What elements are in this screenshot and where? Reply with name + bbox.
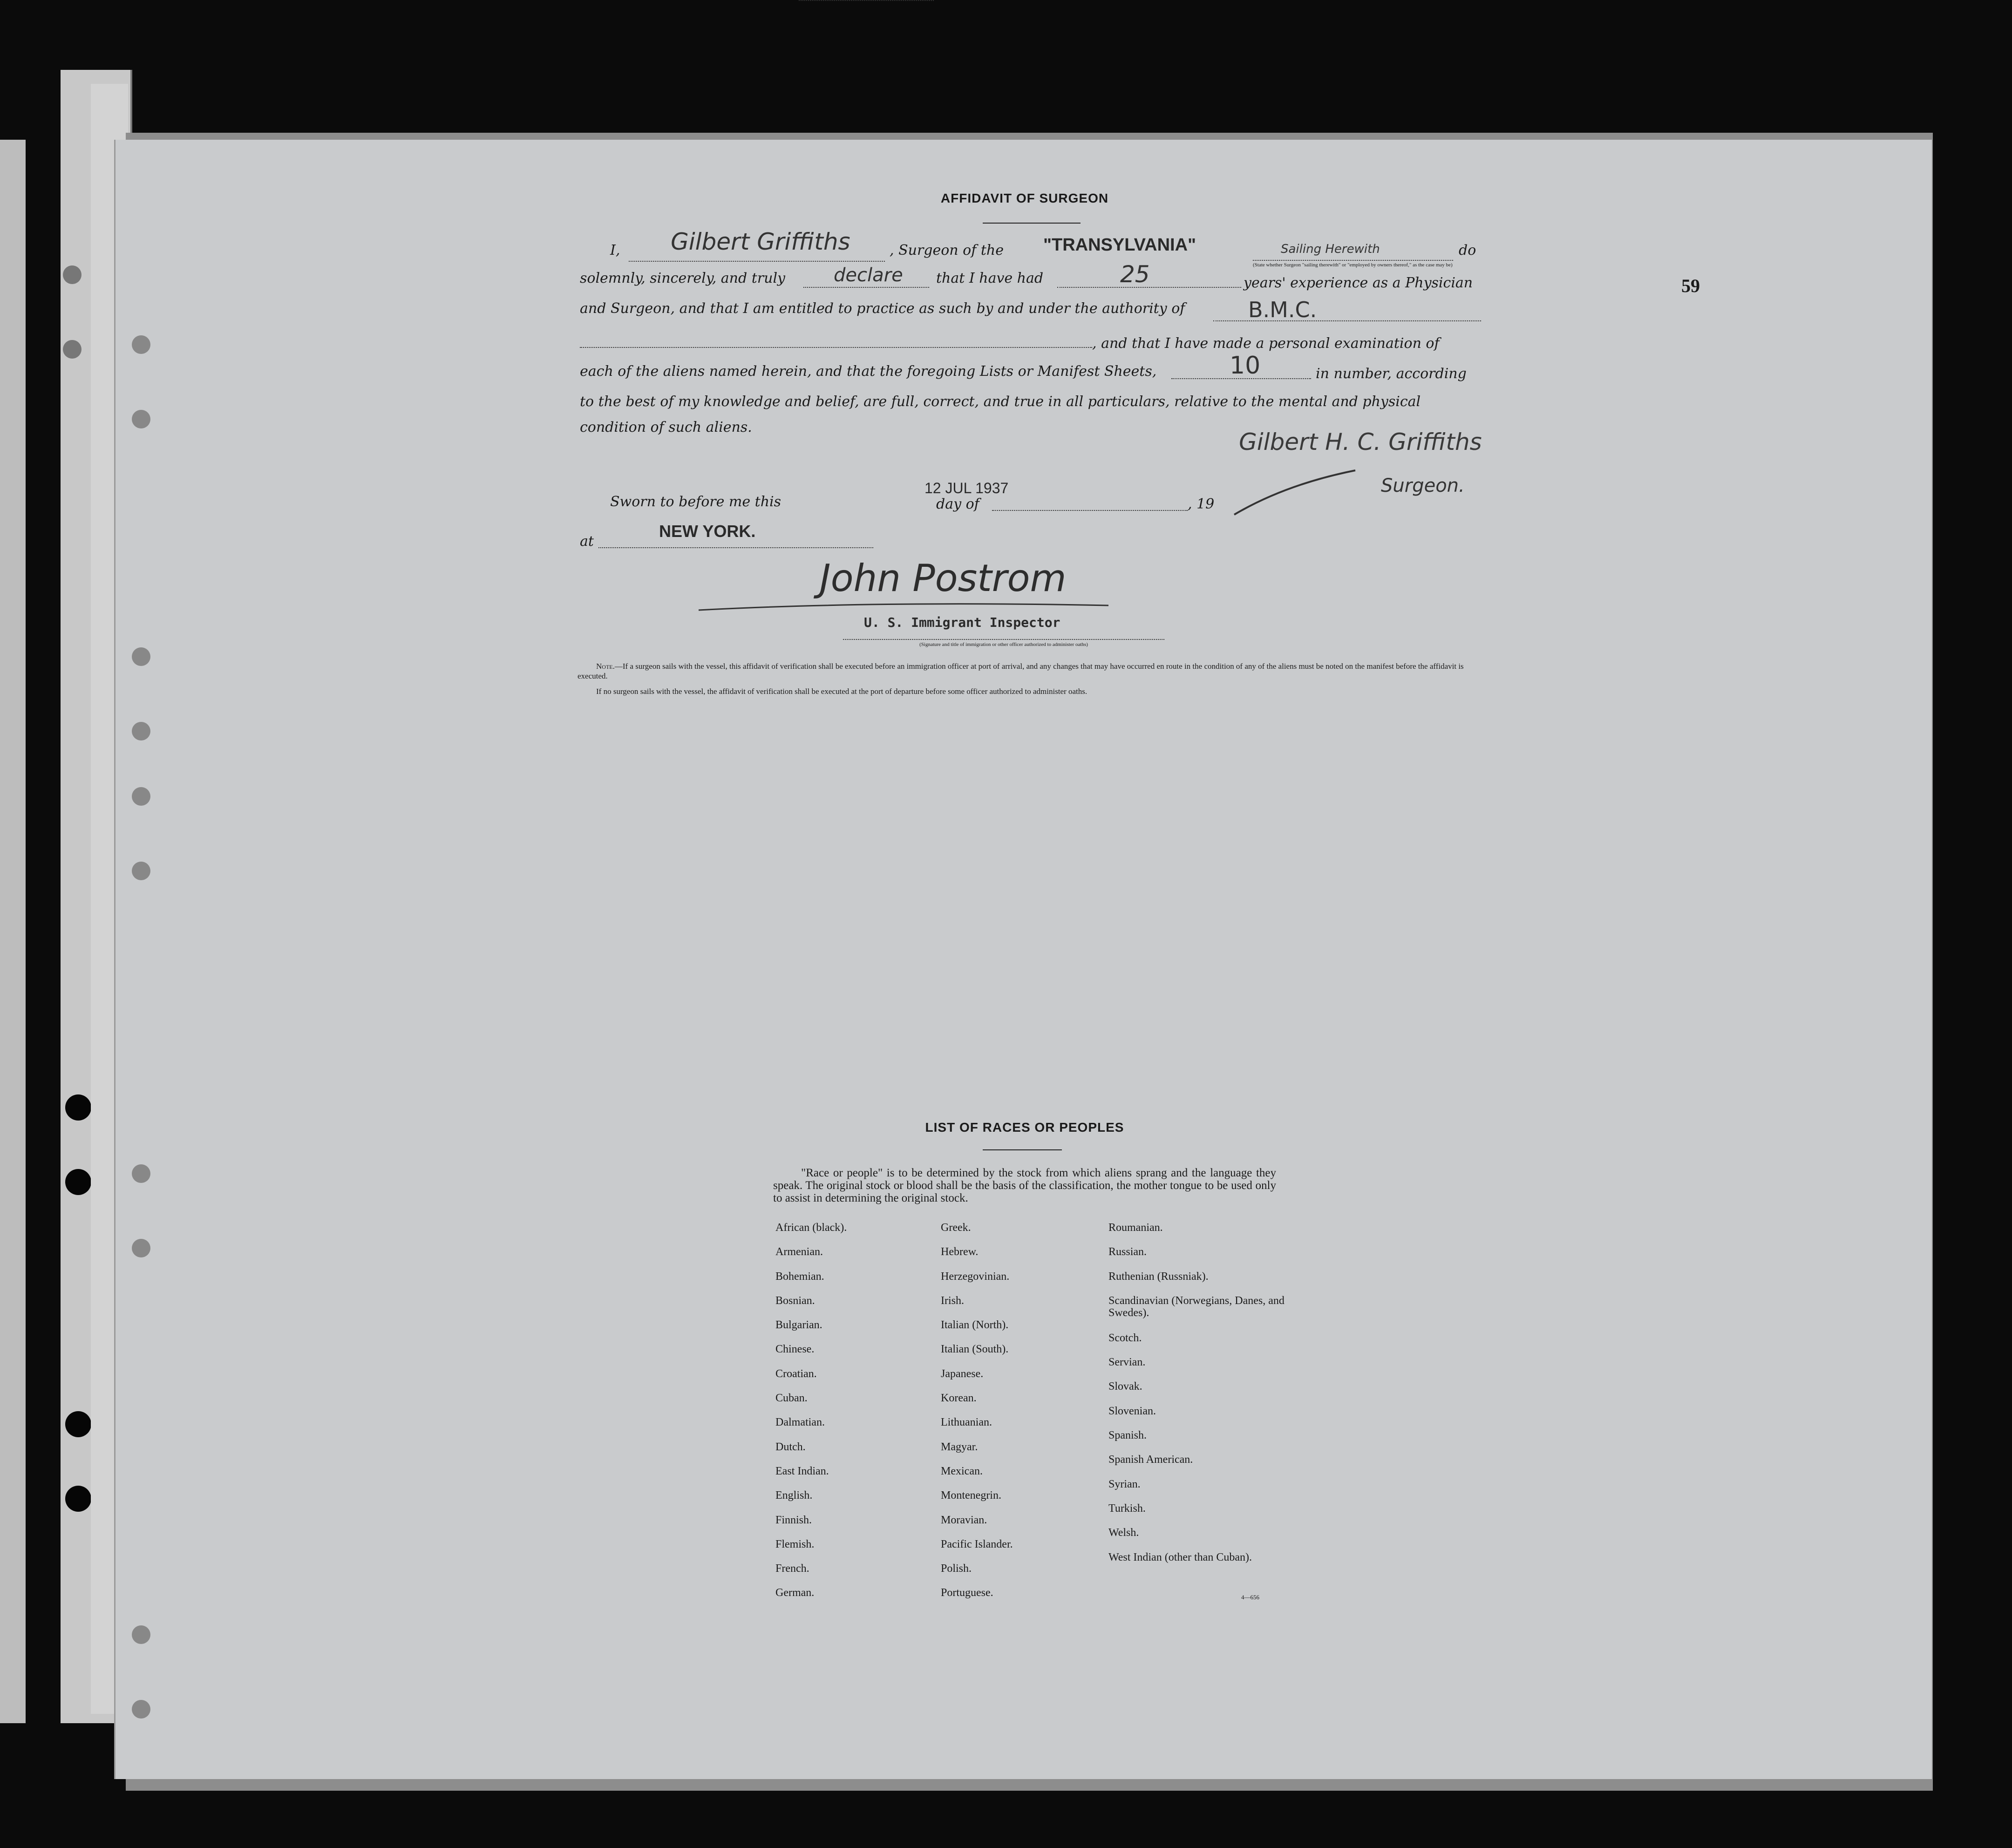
race-item: Syrian. — [1108, 1478, 1141, 1490]
race-item: Flemish. — [775, 1538, 815, 1550]
race-item: Dalmatian. — [775, 1416, 825, 1429]
races-intro: "Race or people" is to be determined by the stock from which aliens sprang and the language they speak. The original stock or blood shall be the basis of the classification, the mother tongue to be used only to assist in determining the original stock. — [773, 1167, 1276, 1204]
date-stamp: 12 JUL 1937 — [924, 480, 1009, 496]
punch-hole — [132, 1239, 150, 1257]
race-item: Ruthenian (Russniak). — [1108, 1270, 1209, 1283]
race-item: Slovak. — [1108, 1380, 1142, 1393]
race-item: Pacific Islander. — [941, 1538, 1013, 1550]
dotted-line — [598, 547, 873, 548]
dotted-line — [803, 287, 929, 288]
races-column-3 — [1108, 1222, 1304, 1579]
punch-hole — [132, 647, 150, 666]
affidavit-text: , Surgeon of the — [890, 242, 1004, 258]
affidavit-text: each of the aliens named herein, and that the foregoing Lists or Manifest Sheets, — [580, 363, 1157, 380]
race-item: Polish. — [941, 1563, 972, 1575]
surgeon-signature: Gilbert H. C. Griffiths — [1239, 428, 1482, 455]
affidavit-title: AFFIDAVIT OF SURGEON — [940, 191, 1109, 205]
races-title: LIST OF RACES OR PEOPLES — [925, 1120, 1124, 1135]
sheet-count-field: 10 — [1230, 352, 1261, 380]
inspector-hint: (Signature and title of immigration or other officer authorized to administer oaths) — [919, 642, 1088, 647]
dotted-line — [1171, 378, 1311, 379]
note-paragraph-1 — [578, 661, 1481, 681]
surgeon-label: Surgeon. — [1381, 475, 1465, 496]
race-item: Turkish. — [1108, 1502, 1146, 1515]
dotted-line — [1253, 260, 1453, 261]
punch-hole — [132, 862, 150, 880]
punch-hole — [132, 410, 150, 428]
affidavit-text: , and that I have made a personal examination of — [1092, 335, 1440, 352]
dotted-line — [992, 510, 1188, 511]
binder-hole — [63, 265, 82, 284]
race-item: Montenegrin. — [941, 1489, 1001, 1502]
race-item: Italian (South). — [941, 1343, 1009, 1356]
affidavit-text: solemnly, sincerely, and truly — [580, 270, 786, 286]
declaration-field: declare — [834, 265, 903, 286]
race-item: German. — [775, 1587, 815, 1599]
race-item: Lithuanian. — [941, 1416, 992, 1429]
race-item: Herzegovinian. — [941, 1270, 1010, 1283]
race-item: Scotch. — [1108, 1332, 1142, 1344]
title-underline — [983, 223, 1081, 224]
affidavit-text: at — [580, 533, 594, 550]
race-item: Bosnian. — [775, 1294, 815, 1307]
punch-hole — [132, 722, 150, 741]
race-item: English. — [775, 1489, 813, 1502]
inspector-signature: John Postrom — [820, 557, 1067, 600]
race-item: Russian. — [1108, 1246, 1147, 1258]
race-item: Mexican. — [941, 1465, 983, 1477]
punch-hole — [132, 1625, 150, 1644]
affidavit-text: that I have had — [936, 270, 1044, 286]
race-item: French. — [775, 1563, 809, 1575]
binder-hole — [65, 1411, 91, 1437]
page-number: 59 — [1681, 275, 1700, 296]
authority-field: B.M.C. — [1248, 297, 1317, 322]
race-item: Finnish. — [775, 1514, 812, 1526]
race-item: Slovenian. — [1108, 1405, 1156, 1417]
race-item: Japanese. — [941, 1367, 984, 1380]
race-item: Servian. — [1108, 1356, 1146, 1369]
punch-hole — [132, 787, 150, 806]
race-item: Bohemian. — [775, 1270, 824, 1283]
race-item: Spanish. — [1108, 1429, 1147, 1442]
form-code: 4—656 — [1241, 1594, 1259, 1601]
race-item: Italian (North). — [941, 1319, 1009, 1332]
races-title-underline — [983, 1149, 1062, 1150]
inspector-title-stamp: U. S. Immigrant Inspector — [864, 615, 1060, 630]
race-item: Korean. — [941, 1392, 977, 1405]
races-column-2 — [941, 1222, 1099, 1611]
dotted-line — [629, 261, 885, 262]
race-item: Armenian. — [775, 1246, 823, 1258]
dotted-line — [1213, 320, 1481, 321]
race-item: Scandinavian (Norwegians, Danes, and Swedes). — [1108, 1294, 1285, 1319]
races-column-1 — [775, 1222, 934, 1611]
place-stamp: NEW YORK. — [659, 522, 756, 541]
binder-hole — [63, 340, 82, 359]
dotted-line — [580, 347, 1092, 348]
signature-flourish — [1230, 466, 1369, 522]
race-item: Magyar. — [941, 1440, 978, 1453]
affidavit-text: to the best of my knowledge and belief, are full, correct, and true in all particulars, relative to the mental and physical — [580, 394, 1421, 410]
punch-hole — [132, 1700, 150, 1719]
race-item: African (black). — [775, 1222, 847, 1234]
affidavit-text: day of — [936, 496, 979, 512]
vessel-name-field: "TRANSYLVANIA" — [1043, 235, 1196, 255]
binder-hole — [65, 1169, 91, 1195]
sailing-status-field: Sailing Herewith — [1281, 242, 1380, 256]
race-item: Portuguese. — [941, 1587, 993, 1599]
punch-hole — [132, 335, 150, 354]
race-item: East Indian. — [775, 1465, 829, 1477]
binder-hole — [65, 1094, 91, 1121]
race-item: Cuban. — [775, 1392, 808, 1405]
race-item: Bulgarian. — [775, 1319, 822, 1332]
dotted-line — [799, 0, 934, 1]
note-label: Note. — [596, 662, 615, 671]
race-item: Croatian. — [775, 1367, 817, 1380]
affidavit-text: , 19 — [1188, 496, 1215, 512]
race-item: Moravian. — [941, 1514, 987, 1526]
affidavit-text: years' experience as a Physician — [1244, 275, 1473, 291]
race-item: Spanish American. — [1108, 1454, 1193, 1466]
dotted-line — [843, 639, 1164, 640]
adjacent-page-edge — [0, 140, 26, 1723]
race-item: Chinese. — [775, 1343, 815, 1356]
race-item: Hebrew. — [941, 1246, 979, 1258]
note-paragraph-2: If no surgeon sails with the vessel, the affidavit of verification shall be executed at the port of departure before some officer authorized to administer oaths. — [596, 687, 1088, 696]
affidavit-text: and Surgeon, and that I am entitled to practice as such by and under the authority of — [580, 300, 1185, 317]
affidavit-text: in number, according — [1316, 366, 1467, 382]
race-item: Roumanian. — [1108, 1222, 1163, 1234]
race-item: Greek. — [941, 1222, 971, 1234]
affidavit-text: do — [1459, 242, 1476, 258]
sailing-hint: (State whether Surgeon "sailing therewith" or "employed by owners thereof," as the case may be) — [1253, 262, 1453, 268]
race-item: West Indian (other than Cuban). — [1108, 1551, 1252, 1563]
affidavit-text: Sworn to before me this — [610, 494, 782, 510]
affidavit-text: condition of such aliens. — [580, 419, 752, 435]
binder-hole — [65, 1486, 91, 1512]
race-item: Irish. — [941, 1294, 964, 1307]
punch-hole — [132, 1164, 150, 1183]
years-experience-field: 25 — [1120, 261, 1150, 288]
affidavit-text: I, — [610, 242, 620, 258]
note-text-1: —If a surgeon sails with the vessel, this affidavit of verification shall be executed before an immigration officer at port of arrival, and any changes that may have occurred en route in the condition of any of the aliens must be noted on the manifest before the affidavit is executed. — [578, 662, 1464, 680]
race-item: Welsh. — [1108, 1527, 1139, 1539]
dotted-line — [1057, 287, 1241, 288]
race-item: Dutch. — [775, 1440, 806, 1453]
surgeon-name-field: Gilbert Griffiths — [671, 228, 850, 255]
